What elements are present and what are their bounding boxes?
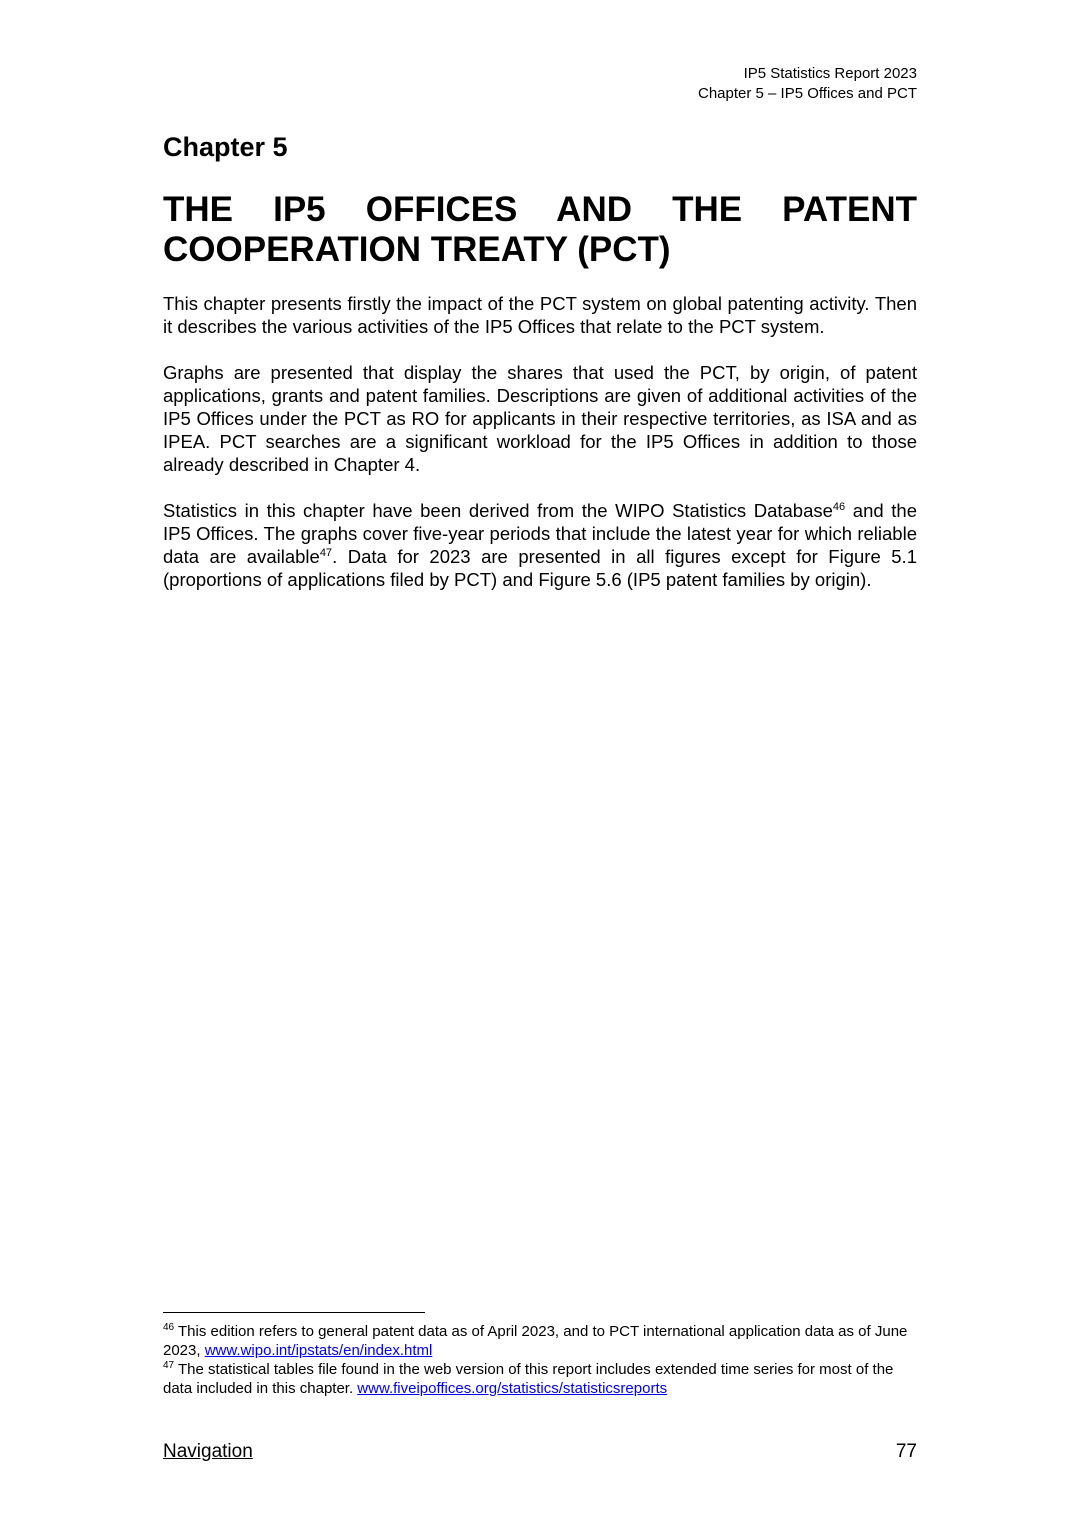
chapter-title-line-1: THE IP5 OFFICES AND THE PATENT bbox=[163, 190, 917, 229]
report-title: IP5 Statistics Report 2023 bbox=[743, 65, 917, 82]
paragraph-statistics-part-3: . Data for 2023 are presented in all figures except for Figure 5.1 (proportions of applications filed by PCT) and Figure 5.6 (IP5 patent families by origin). bbox=[163, 546, 917, 590]
footnote-47-number: 47 bbox=[163, 1360, 175, 1371]
footnote-46-text: This edition refers to general patent data as of April 2023, and to PCT international application data as of June 2023, bbox=[163, 1323, 908, 1359]
paragraph-statistics-part-2: and the IP5 Offices. The graphs cover five-year periods that include the latest year for which reliable data are available bbox=[163, 500, 917, 567]
wipo-stats-link[interactable]: www.wipo.int/ipstats/en/index.html bbox=[204, 1342, 433, 1359]
chapter-reference: Chapter 5 – IP5 Offices and PCT bbox=[697, 85, 917, 102]
five-ip-offices-link[interactable]: www.fiveipoffices.org/statistics/statisticsreports bbox=[357, 1380, 668, 1397]
footnote-46 bbox=[163, 1322, 917, 1360]
body-text bbox=[163, 292, 917, 614]
footnote-divider bbox=[163, 1312, 425, 1313]
paragraph-statistics-part-1: Statistics in this chapter have been derived from the WIPO Statistics Database bbox=[163, 500, 833, 521]
navigation-link[interactable]: Navigation bbox=[163, 1441, 253, 1462]
chapter-label: Chapter 5 bbox=[163, 132, 288, 162]
footnote-47 bbox=[163, 1360, 917, 1398]
running-header bbox=[698, 64, 917, 104]
footnote-47-text: The statistical tables file found in the web version of this report includes extended time series for most of the data included in this chapter. bbox=[163, 1361, 894, 1397]
paragraph-intro: This chapter presents firstly the impact of the PCT system on global patenting activity. Then it describes the various activities of the IP5 Offices that relate to the PCT system. bbox=[163, 293, 917, 337]
footnote-ref-47[interactable]: 47 bbox=[319, 546, 333, 559]
paragraph-graphs: Graphs are presented that display the shares that used the PCT, by origin, of patent applications, grants and patent families. Descriptions are given of additional activities of the IP5 Offices under the PCT as RO for applicants in their respective territories, as ISA and as IPEA. PCT searches are a significant workload for the IP5 Offices in addition to those already described in Chapter 4. bbox=[163, 362, 917, 475]
footnote-ref-46[interactable]: 46 bbox=[832, 500, 846, 513]
footnote-46-number: 46 bbox=[163, 1322, 175, 1333]
paragraph-statistics bbox=[163, 499, 917, 591]
chapter-title-line-2: COOPERATION TREATY (PCT) bbox=[163, 230, 671, 269]
footnotes bbox=[163, 1322, 917, 1398]
page-number: 77 bbox=[895, 1441, 917, 1462]
chapter-title bbox=[163, 190, 917, 270]
